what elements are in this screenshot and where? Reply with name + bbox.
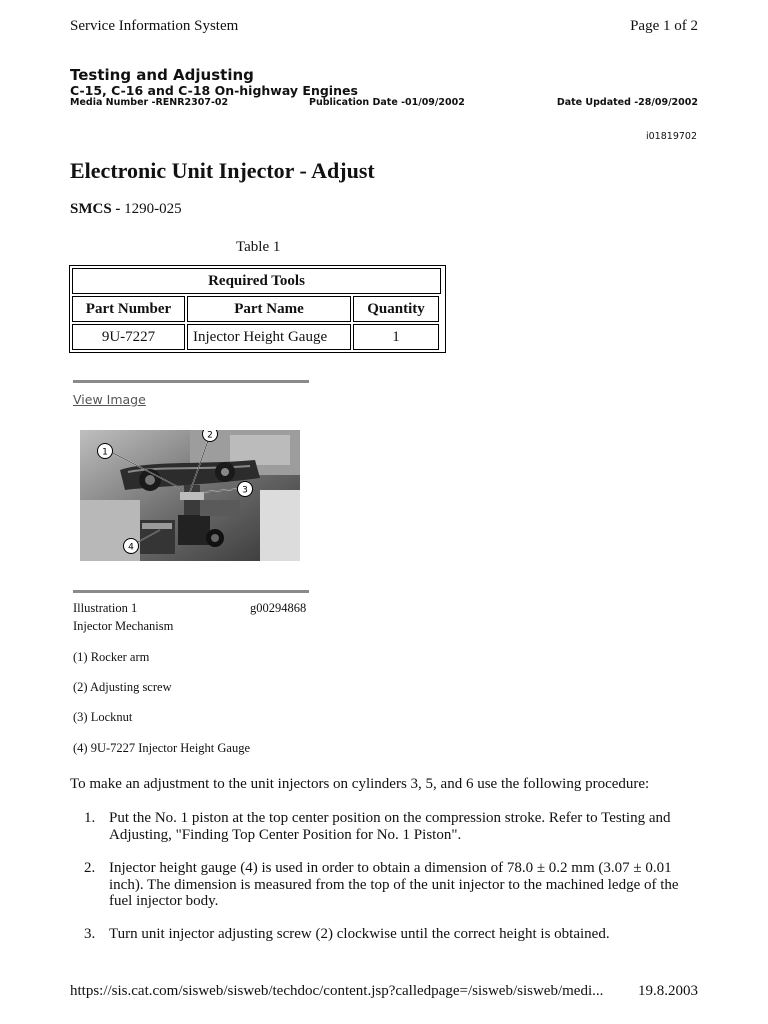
step-line: Injector height gauge (4) is used in order to obtain a dimension of 78.0 ± 0.2 mm (3.07 ± 0.01 <box>109 860 672 876</box>
callout-4 <box>124 539 139 554</box>
step-number: 2. <box>84 860 96 876</box>
smcs-code <box>70 201 182 218</box>
required-tools-table <box>69 265 446 353</box>
date-updated: Date Updated -28/09/2002 <box>556 97 698 108</box>
svg-text:3: 3 <box>242 485 248 496</box>
footer-date: 19.8.2003 <box>638 983 698 999</box>
table-row <box>71 323 444 351</box>
publication-date: Publication Date -01/09/2002 <box>309 97 465 108</box>
cell-part-name: Injector Height Gauge <box>187 324 351 350</box>
header-page-number: Page 1 of 2 <box>630 18 698 34</box>
callout-2 <box>203 430 218 442</box>
step-text <box>109 810 709 843</box>
divider-top <box>73 380 309 383</box>
column-header-part-number: Part Number <box>72 296 185 322</box>
table-header-row <box>71 295 444 323</box>
legend-item: (4) 9U-7227 Injector Height Gauge <box>73 741 251 755</box>
procedure-intro: To make an adjustment to the unit injectors on cylinders 3, 5, and 6 use the following procedure: <box>70 776 650 792</box>
table-caption: Table 1 <box>236 239 281 255</box>
legend-item: (2) Adjusting screw <box>73 680 172 694</box>
callout-3 <box>238 482 253 497</box>
illustration-caption: Injector Mechanism <box>73 619 174 633</box>
step-line: Turn unit injector adjusting screw (2) clockwise until the correct height is obtained. <box>109 926 610 942</box>
svg-text:2: 2 <box>207 430 213 441</box>
table-title: Required Tools <box>72 268 441 294</box>
footer-url: https://sis.cat.com/sisweb/sisweb/techdoc/content.jsp?calledpage=/sisweb/sisweb/medi... <box>70 983 604 999</box>
divider-bottom <box>73 590 309 593</box>
step-line: Adjusting, "Finding Top Center Position for No. 1 Piston". <box>109 826 462 843</box>
page-title: Electronic Unit Injector - Adjust <box>70 158 375 183</box>
step-text <box>109 926 709 943</box>
header-system-name: Service Information System <box>70 18 239 34</box>
step-line: inch). The dimension is measured from the top of the unit injector to the machined ledge of the <box>109 876 679 893</box>
legend-item: (1) Rocker arm <box>73 650 150 664</box>
document-id: i01819702 <box>646 131 697 142</box>
step-number: 3. <box>84 926 96 942</box>
table-title-row <box>71 267 444 295</box>
column-header-quantity: Quantity <box>353 296 439 322</box>
step-line: Put the No. 1 piston at the top center position on the compression stroke. Refer to Testing and <box>109 810 671 826</box>
cell-quantity: 1 <box>353 324 439 350</box>
svg-text:1: 1 <box>102 447 108 458</box>
smcs-label: SMCS - <box>70 201 121 217</box>
legend-item: (3) Locknut <box>73 710 133 724</box>
illustration-code: g00294868 <box>250 601 307 615</box>
column-header-part-name: Part Name <box>187 296 351 322</box>
callout-1 <box>98 444 113 459</box>
smcs-value: 1290-025 <box>124 201 182 217</box>
step-line: fuel injector body. <box>109 893 219 909</box>
doc-section-title: Testing and Adjusting <box>70 66 254 84</box>
cell-part-number: 9U-7227 <box>72 324 185 350</box>
media-number: Media Number -RENR2307-02 <box>70 97 229 108</box>
injector-mechanism-photo <box>80 430 300 561</box>
step-text <box>109 860 709 910</box>
step-number: 1. <box>84 810 96 826</box>
doc-engines: C-15, C-16 and C-18 On-highway Engines <box>70 83 358 98</box>
svg-text:4: 4 <box>128 542 134 553</box>
view-image-link[interactable]: View Image <box>73 392 146 407</box>
illustration-label: Illustration 1 <box>73 601 138 615</box>
